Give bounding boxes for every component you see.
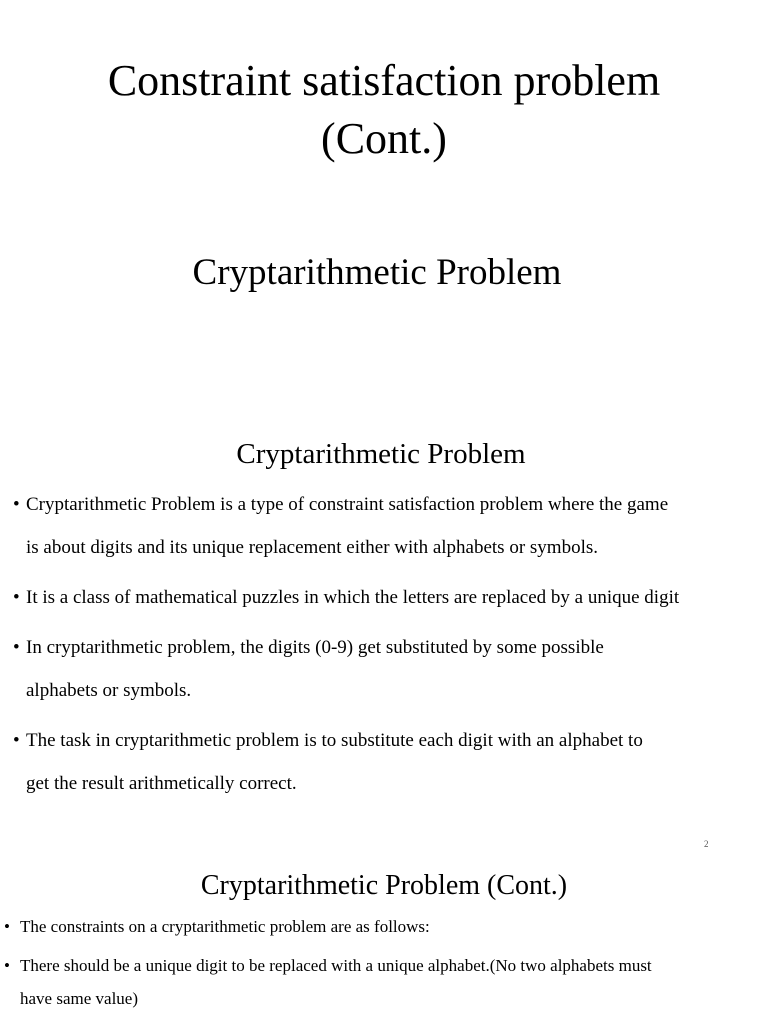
bullet-text-line: is about digits and its unique replacement either with alphabets or symbols. (26, 537, 598, 558)
bullet-icon: • (13, 637, 20, 658)
bullet-item (0, 949, 768, 1015)
slide1-title-line2: (Cont.) (321, 114, 447, 163)
bullet-text-line: alphabets or symbols. (26, 680, 192, 701)
bullet-text-line: The constraints on a cryptarithmetic problem are as follows: (20, 917, 430, 936)
bullet-text-line: have same value) (20, 989, 138, 1008)
bullet-text-line: In cryptarithmetic problem, the digits (0-9) get substituted by some possible (26, 637, 604, 658)
slide1-title-line1: Constraint satisfaction problem (107, 56, 661, 105)
bullet-item (0, 719, 768, 805)
slide1-subtitle: Cryptarithmetic Problem (192, 252, 562, 293)
bullet-icon: • (4, 956, 10, 975)
page-number: 2 (704, 839, 709, 849)
bullet-item (0, 483, 768, 569)
bullet-text-line: get the result arithmetically correct. (26, 773, 297, 794)
bullet-text-line: There should be a unique digit to be replaced with a unique alphabet.(No two alphabets must (20, 956, 652, 975)
bullet-text-line: Cryptarithmetic Problem is a type of constraint satisfaction problem where the game (26, 494, 669, 515)
bullet-item (0, 910, 768, 943)
bullet-icon: • (13, 730, 20, 751)
bullet-icon: • (4, 917, 10, 936)
slide3-bullet-list (0, 910, 768, 1021)
slide3-heading: Cryptarithmetic Problem (Cont.) (200, 870, 568, 901)
bullet-icon: • (13, 587, 20, 608)
bullet-item (0, 576, 768, 619)
bullet-icon: • (13, 494, 20, 515)
bullet-text-line: It is a class of mathematical puzzles in which the letters are replaced by a unique digit (26, 587, 680, 608)
bullet-item (0, 626, 768, 712)
bullet-text-line: The task in cryptarithmetic problem is to substitute each digit with an alphabet to (26, 730, 643, 751)
slide2-bullet-list (0, 483, 768, 805)
slide1-title (0, 52, 768, 168)
slide2-heading: Cryptarithmetic Problem (236, 438, 526, 470)
